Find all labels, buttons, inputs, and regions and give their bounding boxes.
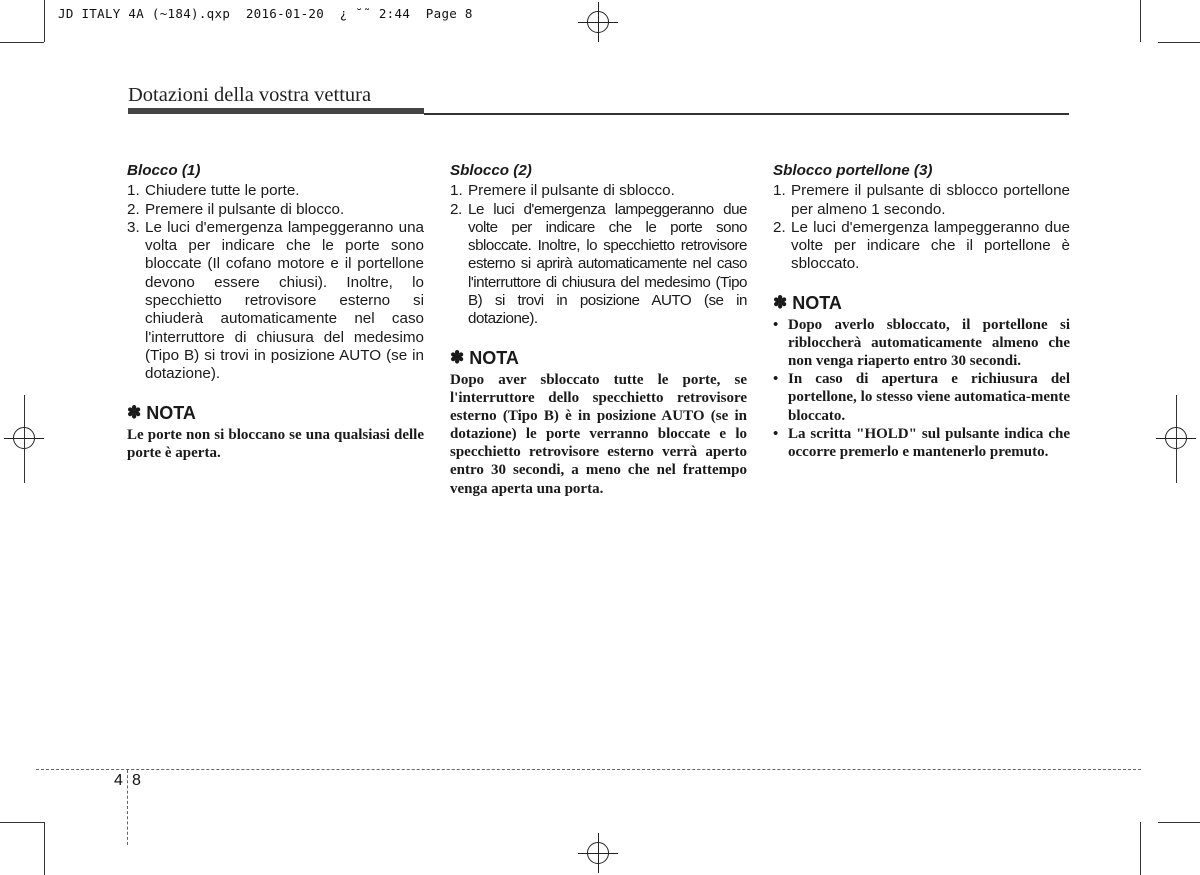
bullet-icon: • [773, 317, 779, 334]
page-title: Dotazioni della vostra vettura [128, 84, 372, 106]
list-item [773, 370, 1070, 424]
step-text: Le luci d'emergenza lampeggeranno due volte per indicare che il portellone è sbloccato. [791, 218, 1070, 273]
section-heading: Blocco (1) [127, 162, 201, 179]
nota-body: Le porte non si bloccano se una qualsiasi delle porte è aperta. [127, 426, 424, 461]
registration-mark-bottom [578, 833, 618, 873]
step-text: Premere il pulsante di blocco. [145, 200, 345, 218]
step-number: 1. [450, 182, 463, 200]
header-rule-thick [128, 108, 424, 114]
step-number: 3. [127, 218, 140, 236]
registration-mark-top [578, 2, 618, 42]
nota-title: NOTA [792, 292, 842, 313]
asterisk-icon: ✽ [773, 292, 788, 312]
step-number: 2. [450, 200, 462, 218]
step-text: Premere il pulsante di sblocco portellone per almeno 1 secondo. [791, 182, 1070, 218]
section-heading: Sblocco (2) [450, 162, 532, 179]
header-rule-thin [424, 113, 1069, 115]
list-item [127, 182, 424, 200]
step-text: Le luci d'emergenza lampeggeranno due volte per indicare che le porte sono sbloccate. Inoltre, lo specchietto retrovisore esterno si aprirà automaticamente nel caso l'interruttore di chiusura del medesimo (Tipo B) si trovi in posizione AUTO (se in dotazione). [468, 200, 747, 328]
nota-heading [127, 404, 424, 422]
step-number: 2. [127, 200, 140, 218]
nota-bullets [773, 316, 1070, 461]
footer-rule [36, 769, 1141, 770]
crop-mark-top-right-h [1158, 42, 1200, 43]
footer-divider [127, 770, 128, 845]
list-item [450, 182, 747, 200]
bullet-text: In caso di apertura e richiusura del portellone, lo stesso viene automatica-mente bloccato. [788, 371, 1070, 424]
crop-mark-bottom-right-h [1158, 822, 1200, 823]
list-item [773, 182, 1070, 219]
nota-heading [450, 349, 747, 367]
list-item [450, 201, 747, 329]
crop-mark-top-left [44, 0, 45, 42]
step-text: Chiudere tutte le porte. [145, 182, 300, 200]
column-sblocco [450, 162, 747, 498]
steps-list [127, 182, 424, 383]
list-item [127, 219, 424, 384]
registration-line-right [1176, 395, 1177, 483]
file-slug: JD ITALY 4A (~184).qxp 2016-01-20 ¿ ˘˜ 2:44 Page 8 [58, 6, 473, 21]
list-item [773, 425, 1070, 461]
crop-mark-top-right [1140, 0, 1141, 42]
asterisk-icon: ✽ [450, 347, 465, 367]
nota-title: NOTA [469, 347, 519, 368]
crop-mark-bottom-left [44, 822, 45, 875]
section-number: 4 [114, 772, 123, 789]
bullet-icon: • [773, 371, 779, 388]
column-sblocco-portellone [773, 162, 1070, 461]
bullet-icon: • [773, 425, 779, 442]
nota-heading [773, 294, 1070, 312]
bullet-text: La scritta "HOLD" sul pulsante indica che occorre premerlo e mantenerlo premuto. [788, 425, 1070, 460]
step-number: 1. [773, 182, 786, 200]
bullet-text: Dopo averlo sbloccato, il portellone si ribloccherà automaticamente almeno che non venga riaperto entro 30 secondi. [788, 317, 1070, 370]
steps-list [773, 182, 1070, 273]
step-text: Le luci d'emergenza lampeggeranno una volta per indicare che le porte sono bloccate (Il cofano motore e il portellone devono essere chiusi). Inoltre, lo specchietto retrovisore esterno si chiuderà automaticamente nel caso l'interruttore di chiusura del medesimo (Tipo B) si trovi in posizione AUTO (se in dotazione). [145, 218, 424, 383]
nota-body: Dopo aver sbloccato tutte le porte, se l'interruttore dello specchietto retrovisore esterno (Tipo B) è in posizione AUTO (se in dotazione) le porte verranno bloccate e lo specchietto retrovisore esterno verrà aperto entro 30 secondi, a meno che nel frattempo venga aperta una porta. [450, 371, 747, 497]
crop-mark-top-left-h [0, 42, 44, 43]
step-number: 1. [127, 182, 140, 200]
column-blocco [127, 162, 424, 462]
page-number: 8 [132, 772, 141, 789]
list-item [773, 316, 1070, 370]
steps-list [450, 182, 747, 328]
registration-line-left [24, 395, 25, 483]
section-heading: Sblocco portellone (3) [773, 162, 933, 179]
list-item [127, 201, 424, 219]
list-item [773, 219, 1070, 274]
step-text: Premere il pulsante di sblocco. [468, 182, 675, 200]
crop-mark-bottom-right [1140, 822, 1141, 875]
asterisk-icon: ✽ [127, 402, 142, 422]
step-number: 2. [773, 218, 786, 236]
nota-title: NOTA [146, 402, 196, 423]
crop-mark-bottom-left-h [0, 822, 44, 823]
